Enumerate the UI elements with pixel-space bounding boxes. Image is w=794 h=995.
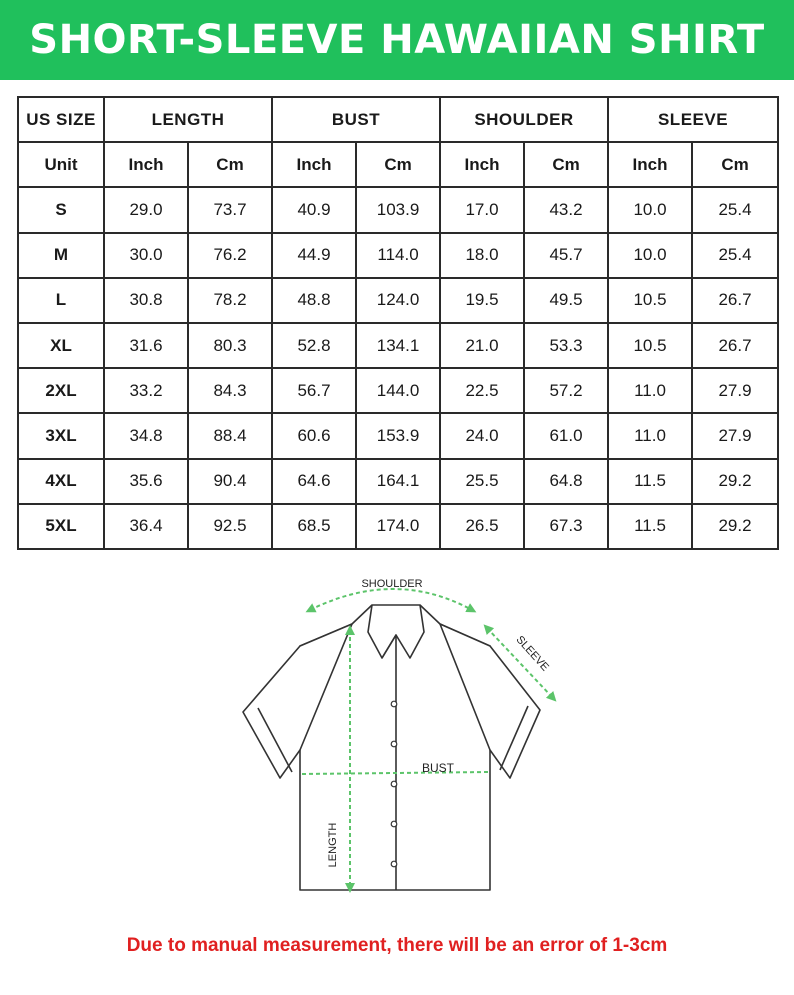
table-cell: 11.0 — [608, 413, 692, 458]
table-cell: 30.8 — [104, 278, 188, 323]
table-cell: 52.8 — [272, 323, 356, 368]
table-cell: 24.0 — [440, 413, 524, 458]
table-cell: 44.9 — [272, 233, 356, 278]
table-cell: 25.4 — [692, 233, 778, 278]
size-cell: L — [18, 278, 104, 323]
table-cell: 29.2 — [692, 504, 778, 549]
table-cell: 18.0 — [440, 233, 524, 278]
table-cell: 26.5 — [440, 504, 524, 549]
table-cell: 40.9 — [272, 187, 356, 232]
table-cell: 27.9 — [692, 368, 778, 413]
table-cell: 92.5 — [188, 504, 272, 549]
table-cell: 22.5 — [440, 368, 524, 413]
table-cell: 10.5 — [608, 278, 692, 323]
length-label: LENGTH — [327, 822, 339, 868]
shirt-outline — [243, 605, 540, 890]
unit-header: Cm — [188, 142, 272, 187]
size-cell: 4XL — [18, 459, 104, 504]
table-cell: 56.7 — [272, 368, 356, 413]
table-cell: 34.8 — [104, 413, 188, 458]
size-chart-table — [17, 96, 779, 550]
table-cell: 17.0 — [440, 187, 524, 232]
table-row — [18, 368, 778, 413]
table-cell: 11.5 — [608, 459, 692, 504]
title-banner — [0, 0, 794, 80]
unit-header: Inch — [272, 142, 356, 187]
table-cell: 19.5 — [440, 278, 524, 323]
table-cell: 103.9 — [356, 187, 440, 232]
table-cell: 33.2 — [104, 368, 188, 413]
table-cell: 67.3 — [524, 504, 608, 549]
table-cell: 11.5 — [608, 504, 692, 549]
table-cell: 61.0 — [524, 413, 608, 458]
size-cell: S — [18, 187, 104, 232]
table-cell: 64.8 — [524, 459, 608, 504]
table-cell: 45.7 — [524, 233, 608, 278]
table-cell: 29.2 — [692, 459, 778, 504]
measure-group-header: SHOULDER — [440, 97, 608, 142]
table-cell: 49.5 — [524, 278, 608, 323]
unit-label: Unit — [18, 142, 104, 187]
measurement-error-note: Due to manual measurement, there will be an error of 1-3cm — [126, 935, 668, 956]
table-row — [18, 233, 778, 278]
table-row — [18, 187, 778, 232]
table-cell: 31.6 — [104, 323, 188, 368]
table-cell: 73.7 — [188, 187, 272, 232]
table-header-row — [18, 97, 778, 142]
table-row — [18, 459, 778, 504]
size-cell: 2XL — [18, 368, 104, 413]
table-cell: 90.4 — [188, 459, 272, 504]
page-title: SHORT-SLEEVE HAWAIIAN SHIRT — [29, 17, 765, 63]
table-cell: 25.4 — [692, 187, 778, 232]
table-cell: 26.7 — [692, 278, 778, 323]
unit-header: Cm — [692, 142, 778, 187]
measure-group-header: BUST — [272, 97, 440, 142]
table-cell: 60.6 — [272, 413, 356, 458]
size-chart-body — [18, 97, 778, 549]
size-cell: M — [18, 233, 104, 278]
table-cell: 153.9 — [356, 413, 440, 458]
table-cell: 10.0 — [608, 233, 692, 278]
table-cell: 48.8 — [272, 278, 356, 323]
table-cell: 68.5 — [272, 504, 356, 549]
table-cell: 21.0 — [440, 323, 524, 368]
table-cell: 11.0 — [608, 368, 692, 413]
table-row — [18, 413, 778, 458]
table-row — [18, 323, 778, 368]
unit-header: Inch — [104, 142, 188, 187]
table-cell: 78.2 — [188, 278, 272, 323]
size-cell: 5XL — [18, 504, 104, 549]
table-row — [18, 278, 778, 323]
measure-group-header: SLEEVE — [608, 97, 778, 142]
table-unit-row — [18, 142, 778, 187]
table-cell: 134.1 — [356, 323, 440, 368]
table-cell: 57.2 — [524, 368, 608, 413]
sleeve-label: SLEEVE — [513, 633, 552, 674]
table-cell: 88.4 — [188, 413, 272, 458]
table-cell: 84.3 — [188, 368, 272, 413]
table-cell: 27.9 — [692, 413, 778, 458]
table-cell: 25.5 — [440, 459, 524, 504]
table-cell: 30.0 — [104, 233, 188, 278]
table-cell: 35.6 — [104, 459, 188, 504]
shirt-measurement-diagram — [0, 560, 794, 920]
table-cell: 43.2 — [524, 187, 608, 232]
table-cell: 10.5 — [608, 323, 692, 368]
table-cell: 36.4 — [104, 504, 188, 549]
table-cell: 64.6 — [272, 459, 356, 504]
table-cell: 76.2 — [188, 233, 272, 278]
shoulder-label: SHOULDER — [361, 578, 423, 590]
unit-header: Cm — [524, 142, 608, 187]
size-column-header: US SIZE — [18, 97, 104, 142]
table-cell: 174.0 — [356, 504, 440, 549]
table-cell: 124.0 — [356, 278, 440, 323]
table-cell: 29.0 — [104, 187, 188, 232]
table-cell: 10.0 — [608, 187, 692, 232]
size-cell: XL — [18, 323, 104, 368]
table-cell: 80.3 — [188, 323, 272, 368]
size-cell: 3XL — [18, 413, 104, 458]
bust-label: BUST — [421, 761, 455, 775]
measure-group-header: LENGTH — [104, 97, 272, 142]
unit-header: Inch — [440, 142, 524, 187]
table-cell: 114.0 — [356, 233, 440, 278]
table-cell: 26.7 — [692, 323, 778, 368]
unit-header: Inch — [608, 142, 692, 187]
table-cell: 53.3 — [524, 323, 608, 368]
table-cell: 164.1 — [356, 459, 440, 504]
unit-header: Cm — [356, 142, 440, 187]
table-row — [18, 504, 778, 549]
table-cell: 144.0 — [356, 368, 440, 413]
